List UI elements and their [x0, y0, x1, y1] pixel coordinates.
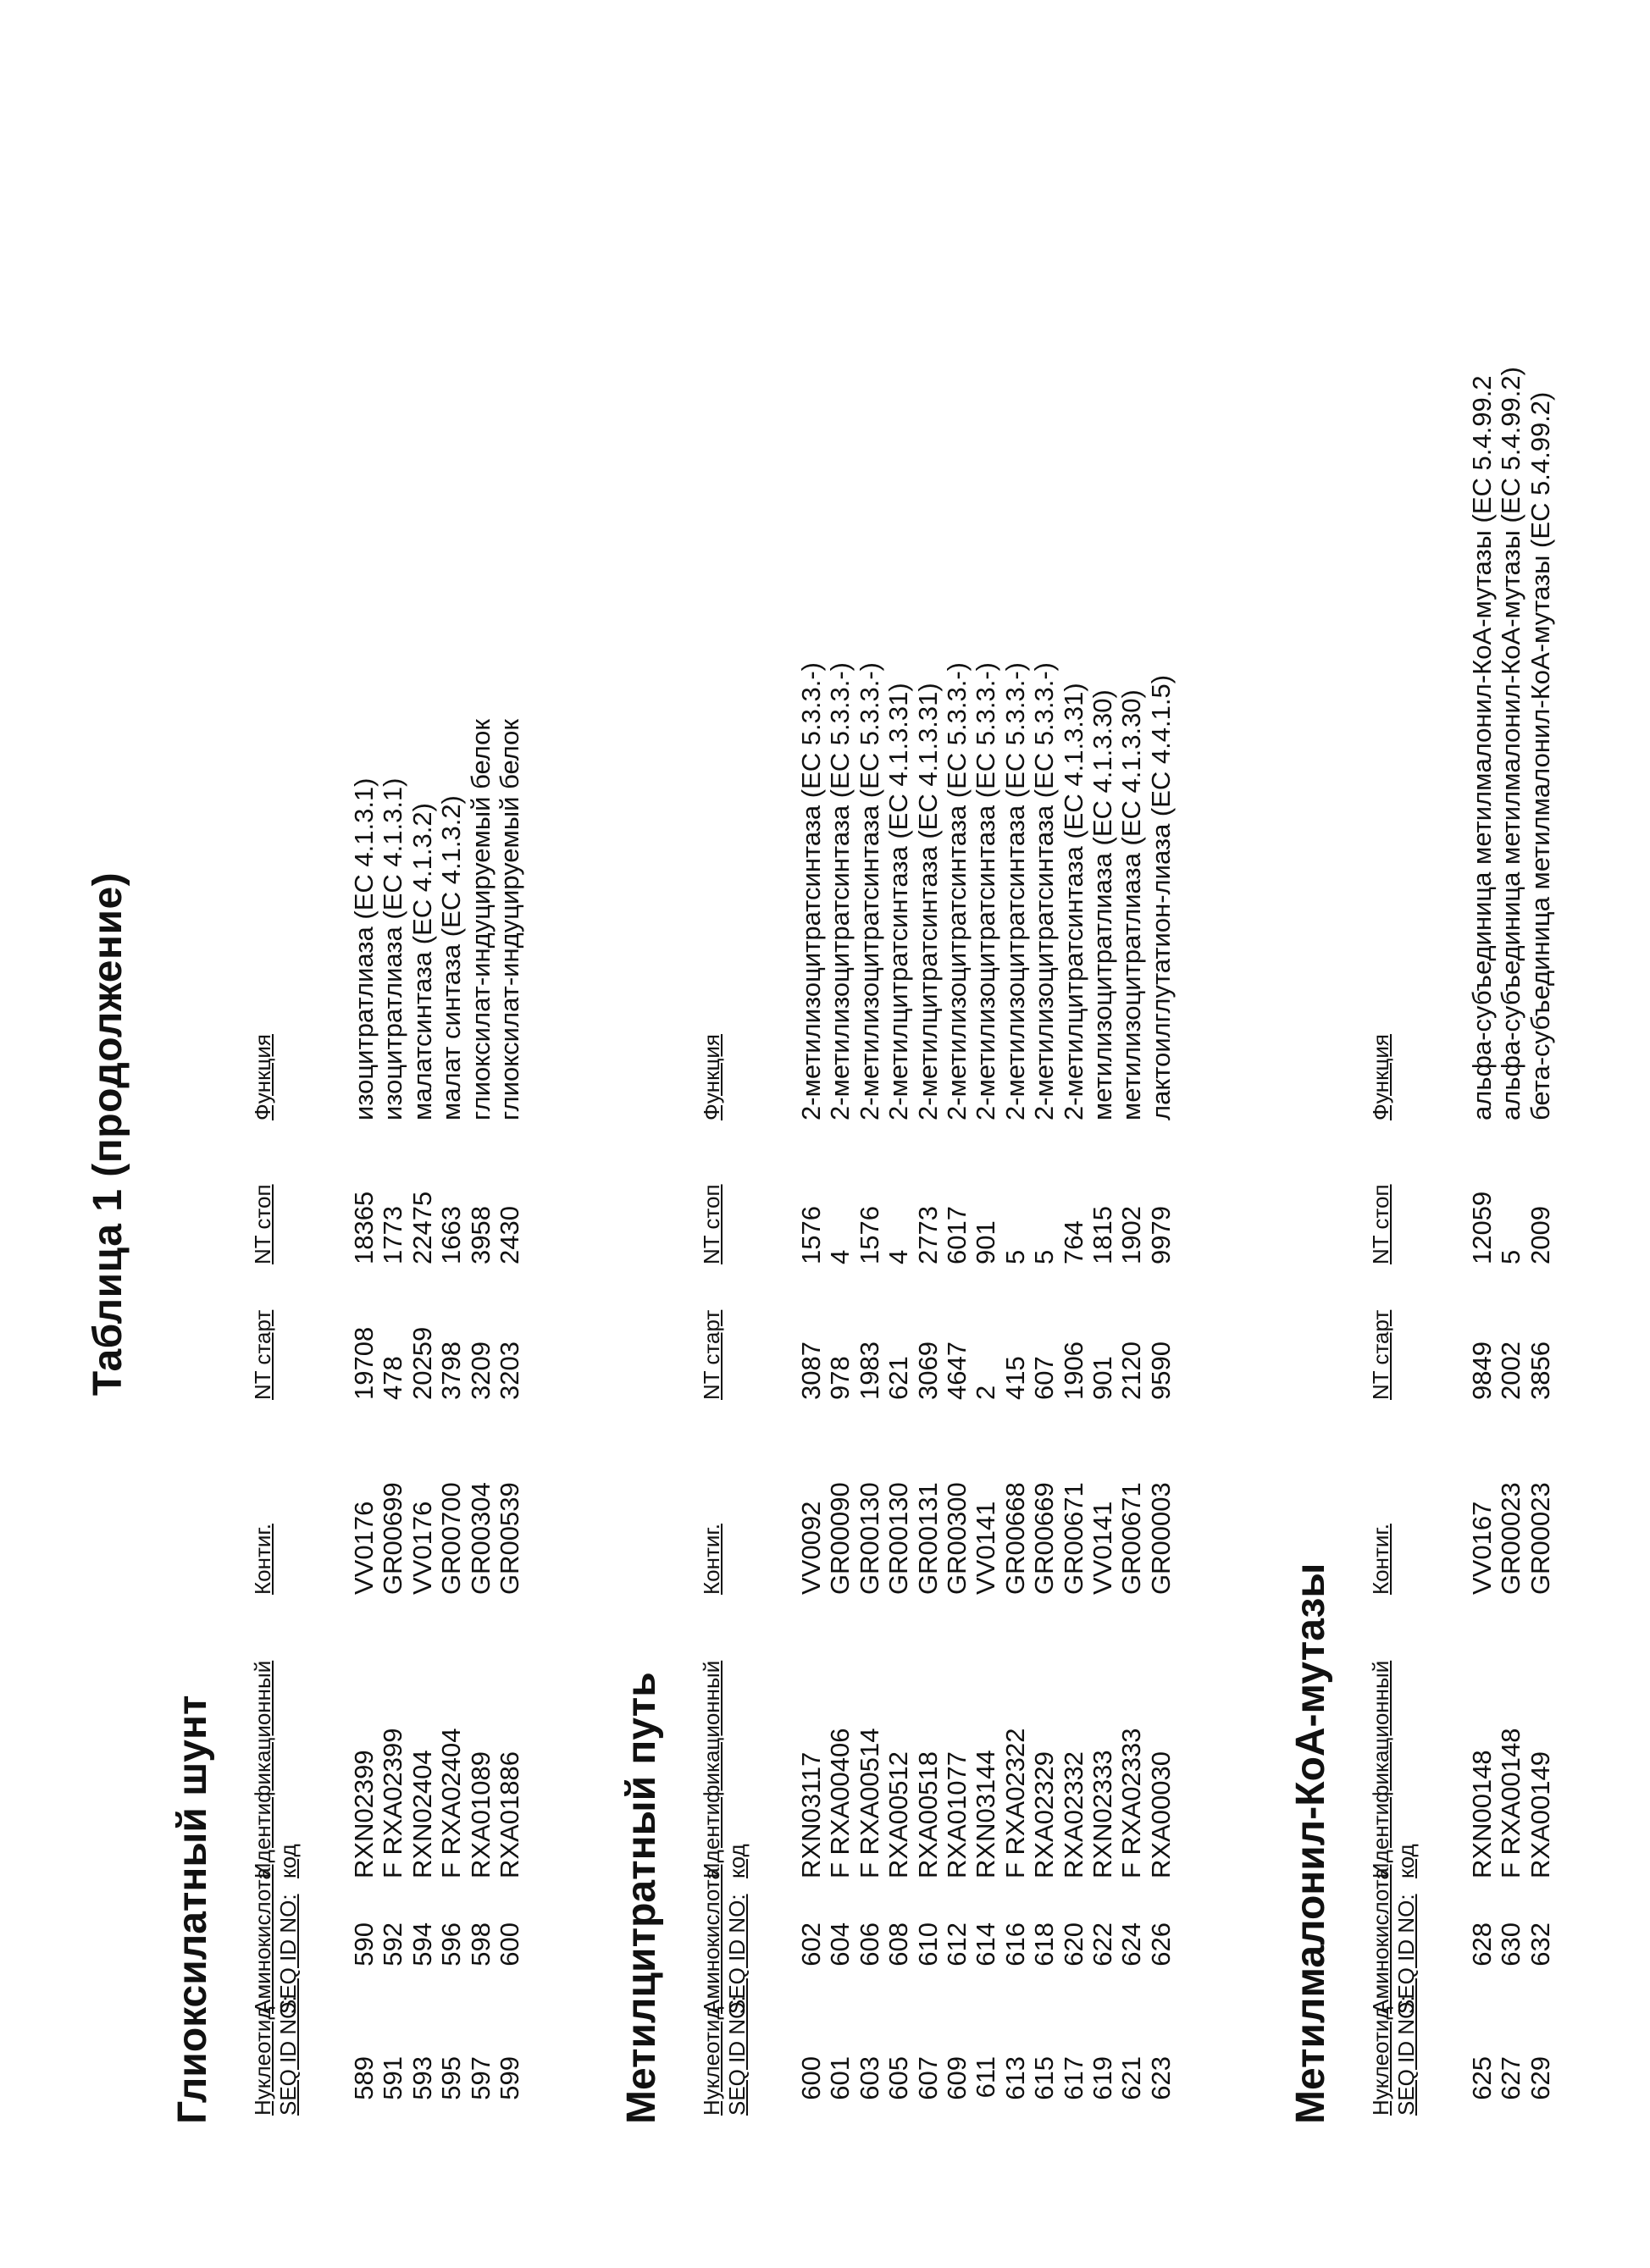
cell: 2-метилизоцитратсинтаза (ЕС 5.3.3.-) [855, 662, 884, 1120]
cell: 1815 [1088, 1206, 1117, 1264]
cell: 610 [914, 1922, 943, 1989]
cell: GR00699 [379, 1482, 407, 1595]
cell: GR00023 [1497, 1482, 1525, 1595]
cell: 3856 [1526, 1341, 1555, 1400]
cell: 6017 [943, 1206, 972, 1264]
cell: глиоксилат-индуцируемый белок [496, 719, 524, 1120]
cell: RXN03117 [797, 1729, 826, 1879]
cell: 599 [496, 2056, 524, 2116]
cell: F RXA02322 [1001, 1729, 1030, 1879]
cell: альфа-субъединица метилмалонил-КоА-мутазы (ЕС 5.4.99.2 [1468, 367, 1497, 1120]
cell: 630 [1497, 1922, 1525, 1989]
cell: 1663 [437, 1192, 466, 1264]
cell: 2002 [1497, 1341, 1525, 1400]
cell: 12059 [1468, 1192, 1497, 1264]
cell: RXA00518 [914, 1729, 943, 1879]
cell: 415 [1001, 1341, 1030, 1400]
cell: GR00003 [1147, 1482, 1176, 1595]
cell: GR00300 [943, 1482, 972, 1595]
cell: 616 [1001, 1922, 1030, 1989]
cell: GR00669 [1030, 1482, 1059, 1595]
cell: F RXA00406 [826, 1729, 855, 1879]
cell: RXN02404 [408, 1729, 437, 1879]
cell: глиоксилат-индуцируемый белок [467, 719, 496, 1120]
cell: 1773 [379, 1192, 407, 1264]
cell: VV0176 [408, 1482, 437, 1595]
cell: 594 [408, 1922, 437, 1989]
cell: GR00304 [467, 1482, 496, 1595]
cell: 2-метилцитратсинтаза (ЕС 4.1.3.31) [884, 662, 913, 1120]
header-amino-acid: Аминокислота SEQ ID NO: [699, 1867, 750, 2014]
cell: VV0176 [350, 1482, 379, 1595]
col-id-code [350, 1729, 524, 1879]
cell: 4647 [943, 1341, 972, 1400]
cell: 625 [1468, 2056, 1497, 2116]
cell: 608 [884, 1922, 913, 1989]
cell: GR00671 [1060, 1482, 1088, 1595]
cell: RXN00148 [1468, 1729, 1497, 1879]
cell: RXA02329 [1030, 1729, 1059, 1879]
cell: 1906 [1060, 1341, 1088, 1400]
cell: 2430 [496, 1192, 524, 1264]
cell: F RXA02399 [379, 1729, 407, 1879]
cell: 605 [884, 2056, 913, 2116]
cell: 615 [1030, 2056, 1059, 2116]
cell: 632 [1526, 1922, 1555, 1989]
cell: GR00090 [826, 1482, 855, 1595]
cell: RXA00149 [1526, 1729, 1555, 1879]
cell: 2-метилизоцитратсинтаза (ЕС 5.3.3.-) [1030, 662, 1059, 1120]
col-nt-start [1468, 1341, 1555, 1400]
cell: 2120 [1117, 1341, 1146, 1400]
cell: 1983 [855, 1341, 884, 1400]
col-id-code [1468, 1729, 1555, 1879]
col-contig [797, 1482, 1176, 1595]
cell: 901 [1088, 1341, 1117, 1400]
cell: 22475 [408, 1192, 437, 1264]
cell: 2-метилцитратсинтаза (ЕС 4.1.3.31) [1060, 662, 1088, 1120]
cell: 2 [972, 1341, 1000, 1400]
header-nt-start: NT старт [699, 1310, 724, 1400]
header-nt-stop: NT стоп [699, 1184, 724, 1264]
section-title: Метилмалонил-КоА-мутазы [1287, 1563, 1334, 2124]
cell: 20259 [408, 1327, 437, 1400]
cell: 611 [972, 2056, 1000, 2116]
cell: 2-метилцитратсинтаза (ЕС 4.1.3.31) [914, 662, 943, 1120]
cell: GR00539 [496, 1482, 524, 1595]
cell: 2773 [914, 1206, 943, 1264]
cell: 592 [379, 1922, 407, 1989]
cell: 4 [884, 1206, 913, 1264]
cell: 2009 [1526, 1192, 1555, 1264]
cell: 606 [855, 1922, 884, 1989]
cell: RXN02333 [1088, 1729, 1117, 1879]
cell: 3203 [496, 1327, 524, 1400]
header-id-code: Идентификационный код [250, 1661, 301, 1878]
cell: 589 [350, 2056, 379, 2116]
cell: 621 [884, 1341, 913, 1400]
cell: 591 [379, 2056, 407, 2116]
header-nt-stop: NT стоп [1368, 1184, 1393, 1264]
col-function [1468, 367, 1555, 1120]
header-nt-start: NT старт [1368, 1310, 1393, 1400]
cell: 621 [1117, 2056, 1146, 2116]
cell: 3958 [467, 1192, 496, 1264]
cell: 617 [1060, 2056, 1088, 2116]
col-amino-acid [1468, 1922, 1555, 1989]
cell: 2-метилизоцитратсинтаза (ЕС 5.3.3.-) [797, 662, 826, 1120]
cell: 4 [826, 1206, 855, 1264]
col-amino-acid [350, 1922, 524, 1989]
cell: 628 [1468, 1922, 1497, 1989]
col-nt-stop [1468, 1192, 1555, 1264]
cell: 9849 [1468, 1341, 1497, 1400]
cell: малатсинтаза (ЕС 4.1.3.2) [408, 719, 437, 1120]
cell: 603 [855, 2056, 884, 2116]
cell: RXN02399 [350, 1729, 379, 1879]
cell: 3069 [914, 1341, 943, 1400]
cell: 2-метилизоцитратсинтаза (ЕС 5.3.3.-) [943, 662, 972, 1120]
cell: RXA01089 [467, 1729, 496, 1879]
cell: 601 [826, 2056, 855, 2116]
cell: 1576 [797, 1206, 826, 1264]
cell: 602 [797, 1922, 826, 1989]
cell: RXA01886 [496, 1729, 524, 1879]
col-function [797, 662, 1176, 1120]
col-amino-acid [797, 1922, 1176, 1989]
cell: VV0141 [972, 1482, 1000, 1595]
cell: изоцитратлиаза (ЕС 4.1.3.1) [350, 719, 379, 1120]
cell: RXN03144 [972, 1729, 1000, 1879]
col-contig [350, 1482, 524, 1595]
cell: 18365 [350, 1192, 379, 1264]
cell: 613 [1001, 2056, 1030, 2116]
cell: 600 [797, 2056, 826, 2116]
cell: 1902 [1117, 1206, 1146, 1264]
header-contig: Контиг. [250, 1524, 275, 1595]
cell: 619 [1088, 2056, 1117, 2116]
col-nucleotide [797, 2056, 1176, 2116]
header-function: Функция [1368, 1034, 1393, 1120]
cell: GR00131 [914, 1482, 943, 1595]
cell: RXA02332 [1060, 1729, 1088, 1879]
cell: 627 [1497, 2056, 1525, 2116]
cell: 590 [350, 1922, 379, 1989]
cell: альфа-субъединица метилмалонил-КоА-мутазы (ЕС 5.4.99.2) [1497, 367, 1525, 1120]
cell: GR00130 [884, 1482, 913, 1595]
cell: RXA00030 [1147, 1729, 1176, 1879]
cell: VV0167 [1468, 1482, 1497, 1595]
header-nt-start: NT старт [250, 1310, 275, 1400]
header-nt-stop: NT стоп [250, 1184, 275, 1264]
cell: бета-субъединица метилмалонил-КоА-мутазы (ЕС 5.4.99.2) [1526, 367, 1555, 1120]
cell: 624 [1117, 1922, 1146, 1989]
header-id-code: Идентификационный код [1368, 1661, 1419, 1878]
cell: 609 [943, 2056, 972, 2116]
cell: 607 [1030, 1341, 1059, 1400]
cell: 9590 [1147, 1341, 1176, 1400]
col-nucleotide [350, 2056, 524, 2116]
cell: 3087 [797, 1341, 826, 1400]
cell: 478 [379, 1327, 407, 1400]
cell: 626 [1147, 1922, 1176, 1989]
cell: 901 [972, 1206, 1000, 1264]
col-nt-start [350, 1327, 524, 1400]
cell: лактоилглутатион-лиаза (ЕС 4.4.1.5) [1147, 662, 1176, 1120]
cell: GR00671 [1117, 1482, 1146, 1595]
header-function: Функция [699, 1034, 724, 1120]
cell: 3798 [437, 1327, 466, 1400]
cell: 622 [1088, 1922, 1117, 1989]
col-nt-stop [797, 1206, 1176, 1264]
header-nucleotide: Нуклеотид SEQ ID NO: [250, 1995, 301, 2116]
cell: 595 [437, 2056, 466, 2116]
cell: 19708 [350, 1327, 379, 1400]
header-contig: Контиг. [699, 1524, 724, 1595]
header-contig: Контиг. [1368, 1524, 1393, 1595]
col-nt-start [797, 1341, 1176, 1400]
cell: 593 [408, 2056, 437, 2116]
cell: 764 [1060, 1206, 1088, 1264]
cell: GR00130 [855, 1482, 884, 1595]
cell: F RXA00148 [1497, 1729, 1525, 1879]
header-amino-acid: Аминокислота SEQ ID NO: [250, 1867, 301, 2014]
col-function [350, 719, 524, 1120]
cell: 620 [1060, 1922, 1088, 1989]
cell: 1576 [855, 1206, 884, 1264]
cell: RXA01077 [943, 1729, 972, 1879]
cell: 5 [1001, 1206, 1030, 1264]
col-nucleotide [1468, 2056, 1555, 2116]
section-title: Глиоксилатный шунт [169, 1695, 216, 2124]
cell: малат синтаза (ЕС 4.1.3.2) [437, 719, 466, 1120]
cell: 597 [467, 2056, 496, 2116]
cell: 629 [1526, 2056, 1555, 2116]
header-function: Функция [250, 1034, 275, 1120]
cell: изоцитратлиаза (ЕС 4.1.3.1) [379, 719, 407, 1120]
cell: 600 [496, 1922, 524, 1989]
header-id-code: Идентификационный код [699, 1661, 750, 1878]
header-nucleotide: Нуклеотид SEQ ID NO: [699, 1995, 750, 2116]
cell: 604 [826, 1922, 855, 1989]
cell: 9979 [1147, 1206, 1176, 1264]
cell: F RXA00514 [855, 1729, 884, 1879]
cell: VV0141 [1088, 1482, 1117, 1595]
cell: F RXA02333 [1117, 1729, 1146, 1879]
page-title: Таблица 1 (продолжение) [85, 0, 131, 2268]
header-nucleotide: Нуклеотид SEQ ID NO: [1368, 1995, 1419, 2116]
cell: RXA00512 [884, 1729, 913, 1879]
cell: 2-метилизоцитратсинтаза (ЕС 5.3.3.-) [1001, 662, 1030, 1120]
cell: F RXA02404 [437, 1729, 466, 1879]
col-nt-stop [350, 1192, 524, 1264]
cell: 607 [914, 2056, 943, 2116]
cell: метилизоцитратлиаза (ЕС 4.1.3.30) [1117, 662, 1146, 1120]
rotated-page [0, 0, 1650, 2268]
cell: 5 [1497, 1192, 1525, 1264]
col-id-code [797, 1729, 1176, 1879]
cell: 2-метилизоцитратсинтаза (ЕС 5.3.3.-) [972, 662, 1000, 1120]
cell: 3209 [467, 1327, 496, 1400]
section-title: Метилцитратный путь [618, 1672, 665, 2124]
cell: 2-метилизоцитратсинтаза (ЕС 5.3.3.-) [826, 662, 855, 1120]
cell: 623 [1147, 2056, 1176, 2116]
cell: 978 [826, 1341, 855, 1400]
cell: 614 [972, 1922, 1000, 1989]
cell: GR00668 [1001, 1482, 1030, 1595]
cell: GR00700 [437, 1482, 466, 1595]
cell: GR00023 [1526, 1482, 1555, 1595]
cell: VV0092 [797, 1482, 826, 1595]
cell: 618 [1030, 1922, 1059, 1989]
cell: метилизоцитратлиаза (ЕС 4.1.3.30) [1088, 662, 1117, 1120]
cell: 596 [437, 1922, 466, 1989]
cell: 598 [467, 1922, 496, 1989]
cell: 612 [943, 1922, 972, 1989]
col-contig [1468, 1482, 1555, 1595]
header-amino-acid: Аминокислота SEQ ID NO: [1368, 1867, 1419, 2014]
cell: 5 [1030, 1206, 1059, 1264]
